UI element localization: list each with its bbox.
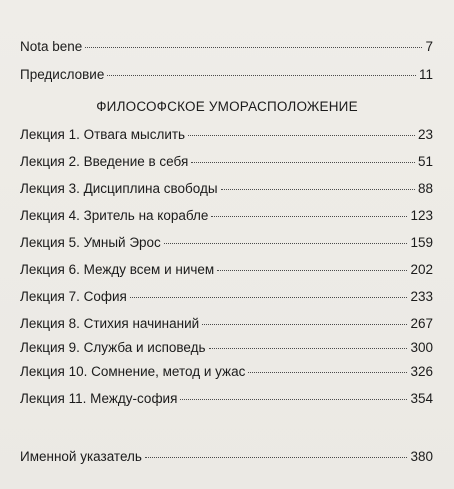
toc-entry-page: 159 — [410, 235, 433, 250]
toc-entry-lecture-10 — [20, 363, 433, 381]
section-title: ФИЛОСОФСКОЕ УМОРАСПОЛОЖЕНИЕ — [96, 99, 358, 114]
toc-entry-title: Лекция 5. Умный Эрос — [20, 235, 161, 250]
toc-entry-lecture-7 — [20, 288, 433, 306]
toc-entry-title: Лекция 9. Служба и исповедь — [20, 340, 206, 355]
dot-leader — [217, 270, 407, 271]
toc-entry-lecture-8 — [20, 315, 433, 333]
dot-leader — [209, 348, 408, 349]
toc-entry-nota-bene — [20, 38, 433, 56]
dot-leader — [85, 47, 422, 48]
toc-entry-title: Лекция 10. Сомнение, метод и ужас — [20, 364, 246, 379]
toc-entry-page: 300 — [410, 340, 433, 355]
toc-entry-page: 202 — [410, 262, 433, 277]
toc-entry-title: Предисловие — [20, 67, 105, 82]
toc-entry-lecture-3 — [20, 180, 433, 198]
dot-leader — [164, 243, 408, 244]
toc-entry-page: 88 — [417, 181, 433, 196]
toc-entry-lecture-5 — [20, 234, 433, 252]
toc-entry-preface — [20, 66, 433, 84]
toc-entry-title: Лекция 7. София — [20, 289, 127, 304]
toc-entry-page: 123 — [410, 208, 433, 223]
toc-entry-page: 354 — [410, 391, 433, 406]
toc-entry-title: Лекция 3. Дисциплина свободы — [20, 181, 218, 196]
toc-entry-lecture-1 — [20, 126, 433, 144]
dot-leader — [180, 399, 407, 400]
dot-leader — [191, 162, 415, 163]
toc-entry-page: 326 — [410, 364, 433, 379]
dot-leader — [107, 75, 416, 76]
dot-leader — [188, 135, 415, 136]
dot-leader — [130, 297, 408, 298]
dot-leader — [248, 372, 407, 373]
dot-leader — [145, 457, 408, 458]
toc-entry-lecture-11 — [20, 390, 433, 408]
dot-leader — [202, 324, 407, 325]
toc-entry-page: 51 — [417, 154, 433, 169]
toc-entry-page: 380 — [410, 449, 433, 464]
toc-entry-title: Именной указатель — [20, 449, 142, 464]
toc-entry-lecture-9 — [20, 339, 433, 357]
toc-entry-lecture-6 — [20, 261, 433, 279]
toc-entry-page: 23 — [417, 127, 433, 142]
toc-entry-page: 233 — [410, 289, 433, 304]
toc-entry-title: Лекция 2. Введение в себя — [20, 154, 189, 169]
toc-entry-title: Лекция 6. Между всем и ничем — [20, 262, 215, 277]
toc-entry-page: 267 — [410, 316, 433, 331]
toc-entry-lecture-4 — [20, 207, 433, 225]
toc-entry-page: 7 — [425, 39, 433, 54]
toc-entry-title: Лекция 4. Зритель на корабле — [20, 208, 209, 223]
toc-entry-page: 11 — [418, 67, 433, 82]
toc-entry-title: Nota bene — [20, 39, 83, 54]
toc-entry-title: Лекция 1. Отвага мыслить — [20, 127, 186, 142]
toc-entry-name-index — [20, 448, 433, 466]
toc-entry-title: Лекция 11. Между-софия — [20, 391, 178, 406]
toc-entry-lecture-2 — [20, 153, 433, 171]
dot-leader — [221, 189, 415, 190]
toc-entry-title: Лекция 8. Стихия начинаний — [20, 316, 200, 331]
dot-leader — [211, 216, 407, 217]
